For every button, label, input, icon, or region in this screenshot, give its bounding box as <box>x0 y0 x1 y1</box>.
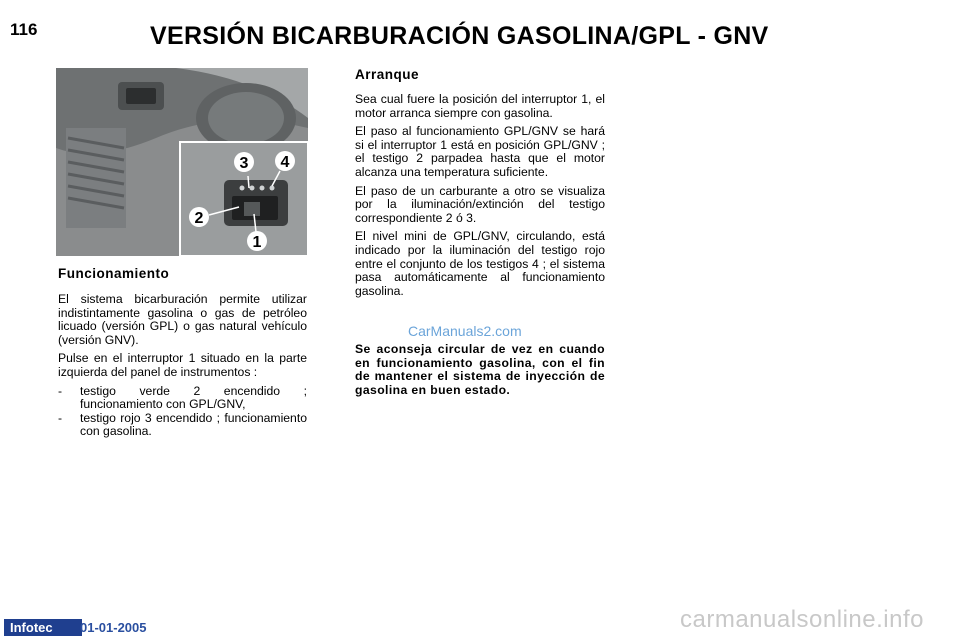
callout-2 <box>189 207 209 227</box>
list-item: - testigo verde 2 encendido ; funcionamiento con GPL/GNV, <box>58 383 307 412</box>
funcionamiento-paragraph-1: El sistema bicarburación permite utilizar indistintamente gasolina o gas de petróleo licuado (versión GPL) o gas natural vehículo (versión GNV). <box>58 292 307 347</box>
arranque-paragraph-1: Sea cual fuere la posición del interruptor 1, el motor arranca siempre con gasolina. <box>355 92 605 120</box>
callout-3 <box>234 152 254 172</box>
callout-4 <box>275 151 295 171</box>
section-title-arranque: Arranque <box>355 67 420 82</box>
funcionamiento-text <box>58 293 307 439</box>
callout-1 <box>247 231 267 251</box>
footer-brand-logo: Infotec <box>4 619 82 636</box>
svg-text:1: 1 <box>252 234 262 251</box>
section-title-funcionamiento: Funcionamiento <box>58 266 170 281</box>
dashboard-switch-photo <box>56 68 308 256</box>
watermark-text: CarManuals2.com <box>408 323 522 339</box>
advice-note: Se aconseja circular de vez en cuando en funcionamiento gasolina, con el fin de mantener el sistema de inyección de gasolina en buen estado. <box>355 342 605 397</box>
page-title: VERSIÓN BICARBURACIÓN GASOLINA/GPL - GNV <box>150 22 769 50</box>
arranque-paragraph-4: El nivel mini de GPL/GNV, circulando, está indicado por la iluminación del testigo rojo entre el conjunto de los testigos 4 ; el sistema pasa automáticamente al funcionamiento gasolina. <box>355 229 605 298</box>
list-item-text: testigo rojo 3 encendido ; funcionamiento con gasolina. <box>80 410 307 439</box>
dashboard-switch-illustration <box>56 68 308 256</box>
arranque-paragraph-3: El paso de un carburante a otro se visualiza por la iluminación/extinción del testigo correspondiente 2 ó 3. <box>355 183 605 225</box>
svg-text:2: 2 <box>194 210 204 227</box>
footer-date: 01-01-2005 <box>80 620 147 635</box>
page-number: 116 <box>10 20 38 39</box>
footer-site-watermark: carmanualsonline.info <box>680 606 924 633</box>
funcionamiento-paragraph-2: Pulse en el interruptor 1 situado en la parte izquierda del panel de instrumentos : <box>58 351 307 379</box>
arranque-paragraph-2: El paso al funcionamiento GPL/GNV se hará si el interruptor 1 está en posición GPL/GNV ; el testigo 2 parpadea hasta que el motor alcanza una temperatura suficiente. <box>355 124 605 179</box>
svg-text:3: 3 <box>239 155 249 172</box>
list-item-text: testigo verde 2 encendido ; funcionamiento con GPL/GNV, <box>80 383 307 412</box>
arranque-text <box>355 93 605 303</box>
svg-text:4: 4 <box>280 154 290 171</box>
list-item: - testigo rojo 3 encendido ; funcionamiento con gasolina. <box>58 410 307 439</box>
